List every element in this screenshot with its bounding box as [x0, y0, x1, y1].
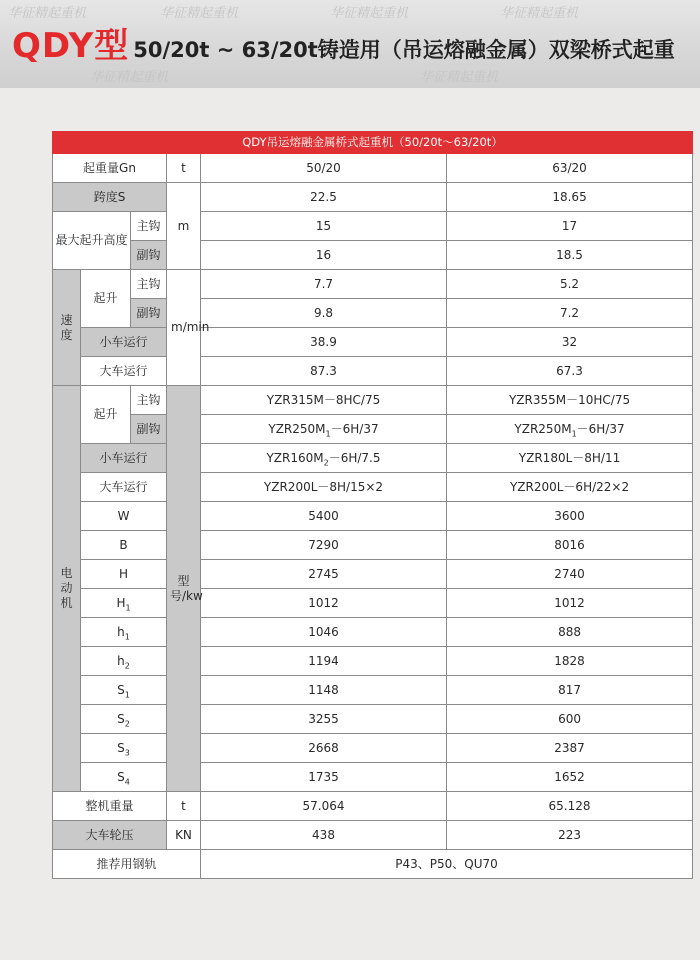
dim-label: H: [81, 560, 167, 589]
dim-label: $S_1$: [81, 676, 167, 705]
value-cell: 9.8: [201, 299, 447, 328]
value-cell: YZR180L－8H/11: [447, 444, 693, 473]
value-cell: 1012: [201, 589, 447, 618]
title-text: 50/20t ~ 63/20t铸造用（吊运熔融金属）双梁桥式起重: [133, 38, 675, 62]
value-cell: YZR315M－8HC/75: [201, 386, 447, 415]
table-row: [53, 763, 693, 792]
value-cell: 1828: [447, 647, 693, 676]
table-row: [53, 183, 693, 212]
watermark: 华征精起重机: [420, 70, 499, 85]
table-row: [53, 241, 693, 270]
table-row: [53, 473, 693, 502]
value-cell: $YZR250M_1-6H/37$: [201, 415, 447, 444]
value-cell: 63/20: [447, 154, 693, 183]
row-label: 小车运行: [81, 444, 167, 473]
unit-cell: m: [167, 183, 201, 270]
row-label: 大车运行: [81, 357, 167, 386]
unit-cell: t: [167, 792, 201, 821]
dim-label: $H_1$: [81, 589, 167, 618]
dim-label: $S_2$: [81, 705, 167, 734]
value-cell: 817: [447, 676, 693, 705]
table-row: [53, 415, 693, 444]
table-row: [53, 328, 693, 357]
table-row: [53, 270, 693, 299]
table-row: [53, 299, 693, 328]
table-row: [53, 734, 693, 763]
dim-label: $h_2$: [81, 647, 167, 676]
value-cell: YZR200L－8H/15×2: [201, 473, 447, 502]
row-label: 整机重量: [53, 792, 167, 821]
table-row: [53, 357, 693, 386]
row-label: 起升: [81, 270, 131, 328]
value-cell: 67.3: [447, 357, 693, 386]
table-row: [53, 589, 693, 618]
watermark: 华征精起重机: [500, 6, 579, 21]
table-row: [53, 502, 693, 531]
value-cell: 1046: [201, 618, 447, 647]
row-label: 起重量Gn: [53, 154, 167, 183]
value-cell: 57.064: [201, 792, 447, 821]
dim-label: $h_1$: [81, 618, 167, 647]
value-cell: 888: [447, 618, 693, 647]
unit-cell: t: [167, 154, 201, 183]
spec-table: [52, 131, 693, 879]
value-cell: 18.5: [447, 241, 693, 270]
dim-label: $S_3$: [81, 734, 167, 763]
row-label: 大车轮压: [53, 821, 167, 850]
value-cell: 7.7: [201, 270, 447, 299]
dim-label: B: [81, 531, 167, 560]
value-cell: 1148: [201, 676, 447, 705]
watermark: 华征精起重机: [160, 6, 239, 21]
table-header-row: [53, 132, 693, 154]
value-cell: 5400: [201, 502, 447, 531]
table-row: [53, 531, 693, 560]
value-cell: 32: [447, 328, 693, 357]
value-cell: 7.2: [447, 299, 693, 328]
table-title: QDY吊运熔融金属桥式起重机（50/20t～63/20t）: [53, 132, 693, 154]
value-cell: 2387: [447, 734, 693, 763]
value-cell: 38.9: [201, 328, 447, 357]
table-row: [53, 560, 693, 589]
table-row: [53, 792, 693, 821]
value-cell: 223: [447, 821, 693, 850]
row-label: 最大起升高度: [53, 212, 131, 270]
value-cell: 1012: [447, 589, 693, 618]
row-label: 大车运行: [81, 473, 167, 502]
value-cell: 3600: [447, 502, 693, 531]
value-cell: $YZR250M_1-6H/37$: [447, 415, 693, 444]
watermark: 华征精起重机: [90, 70, 169, 85]
table-row: [53, 386, 693, 415]
table-row: [53, 850, 693, 879]
value-cell: 87.3: [201, 357, 447, 386]
group-label-speed: 速度: [53, 270, 81, 386]
value-cell: YZR355M－10HC/75: [447, 386, 693, 415]
watermark: 华征精起重机: [8, 6, 87, 21]
sub-label: 副钩: [131, 299, 167, 328]
value-cell: 438: [201, 821, 447, 850]
row-label: 跨度S: [53, 183, 167, 212]
value-cell: 1194: [201, 647, 447, 676]
value-cell: 7290: [201, 531, 447, 560]
dim-label: $S_4$: [81, 763, 167, 792]
unit-cell: 型号/kw: [167, 386, 201, 792]
watermark: 华征精起重机: [330, 6, 409, 21]
value-cell: 22.5: [201, 183, 447, 212]
value-cell: 50/20: [201, 154, 447, 183]
value-cell: 2740: [447, 560, 693, 589]
value-cell: 1735: [201, 763, 447, 792]
row-label: 推荐用钢轨: [53, 850, 201, 879]
value-cell: P43、P50、QU70: [201, 850, 693, 879]
page-title: [12, 18, 675, 67]
value-cell: 5.2: [447, 270, 693, 299]
value-cell: 1652: [447, 763, 693, 792]
value-cell: 3255: [201, 705, 447, 734]
value-cell: 2745: [201, 560, 447, 589]
sub-label: 副钩: [131, 415, 167, 444]
value-cell: $YZR160M_2-6H/7.5$: [201, 444, 447, 473]
unit-cell: KN: [167, 821, 201, 850]
table-row: [53, 618, 693, 647]
value-cell: 18.65: [447, 183, 693, 212]
sub-label: 主钩: [131, 386, 167, 415]
value-cell: 65.128: [447, 792, 693, 821]
value-cell: YZR200L－6H/22×2: [447, 473, 693, 502]
table-row: [53, 444, 693, 473]
model-code: QDY型: [12, 26, 130, 66]
sub-label: 主钩: [131, 270, 167, 299]
value-cell: 15: [201, 212, 447, 241]
row-label: 起升: [81, 386, 131, 444]
page-header: [0, 0, 700, 88]
value-cell: 8016: [447, 531, 693, 560]
dim-label: W: [81, 502, 167, 531]
value-cell: 17: [447, 212, 693, 241]
value-cell: 600: [447, 705, 693, 734]
table-row: [53, 705, 693, 734]
table-row: [53, 154, 693, 183]
unit-cell: m/min: [167, 270, 201, 386]
sub-label: 副钩: [131, 241, 167, 270]
value-cell: 16: [201, 241, 447, 270]
group-label-motor: 电动机: [53, 386, 81, 792]
table-row: [53, 647, 693, 676]
sub-label: 主钩: [131, 212, 167, 241]
table-row: [53, 212, 693, 241]
table-row: [53, 676, 693, 705]
row-label: 小车运行: [81, 328, 167, 357]
table-row: [53, 821, 693, 850]
value-cell: 2668: [201, 734, 447, 763]
